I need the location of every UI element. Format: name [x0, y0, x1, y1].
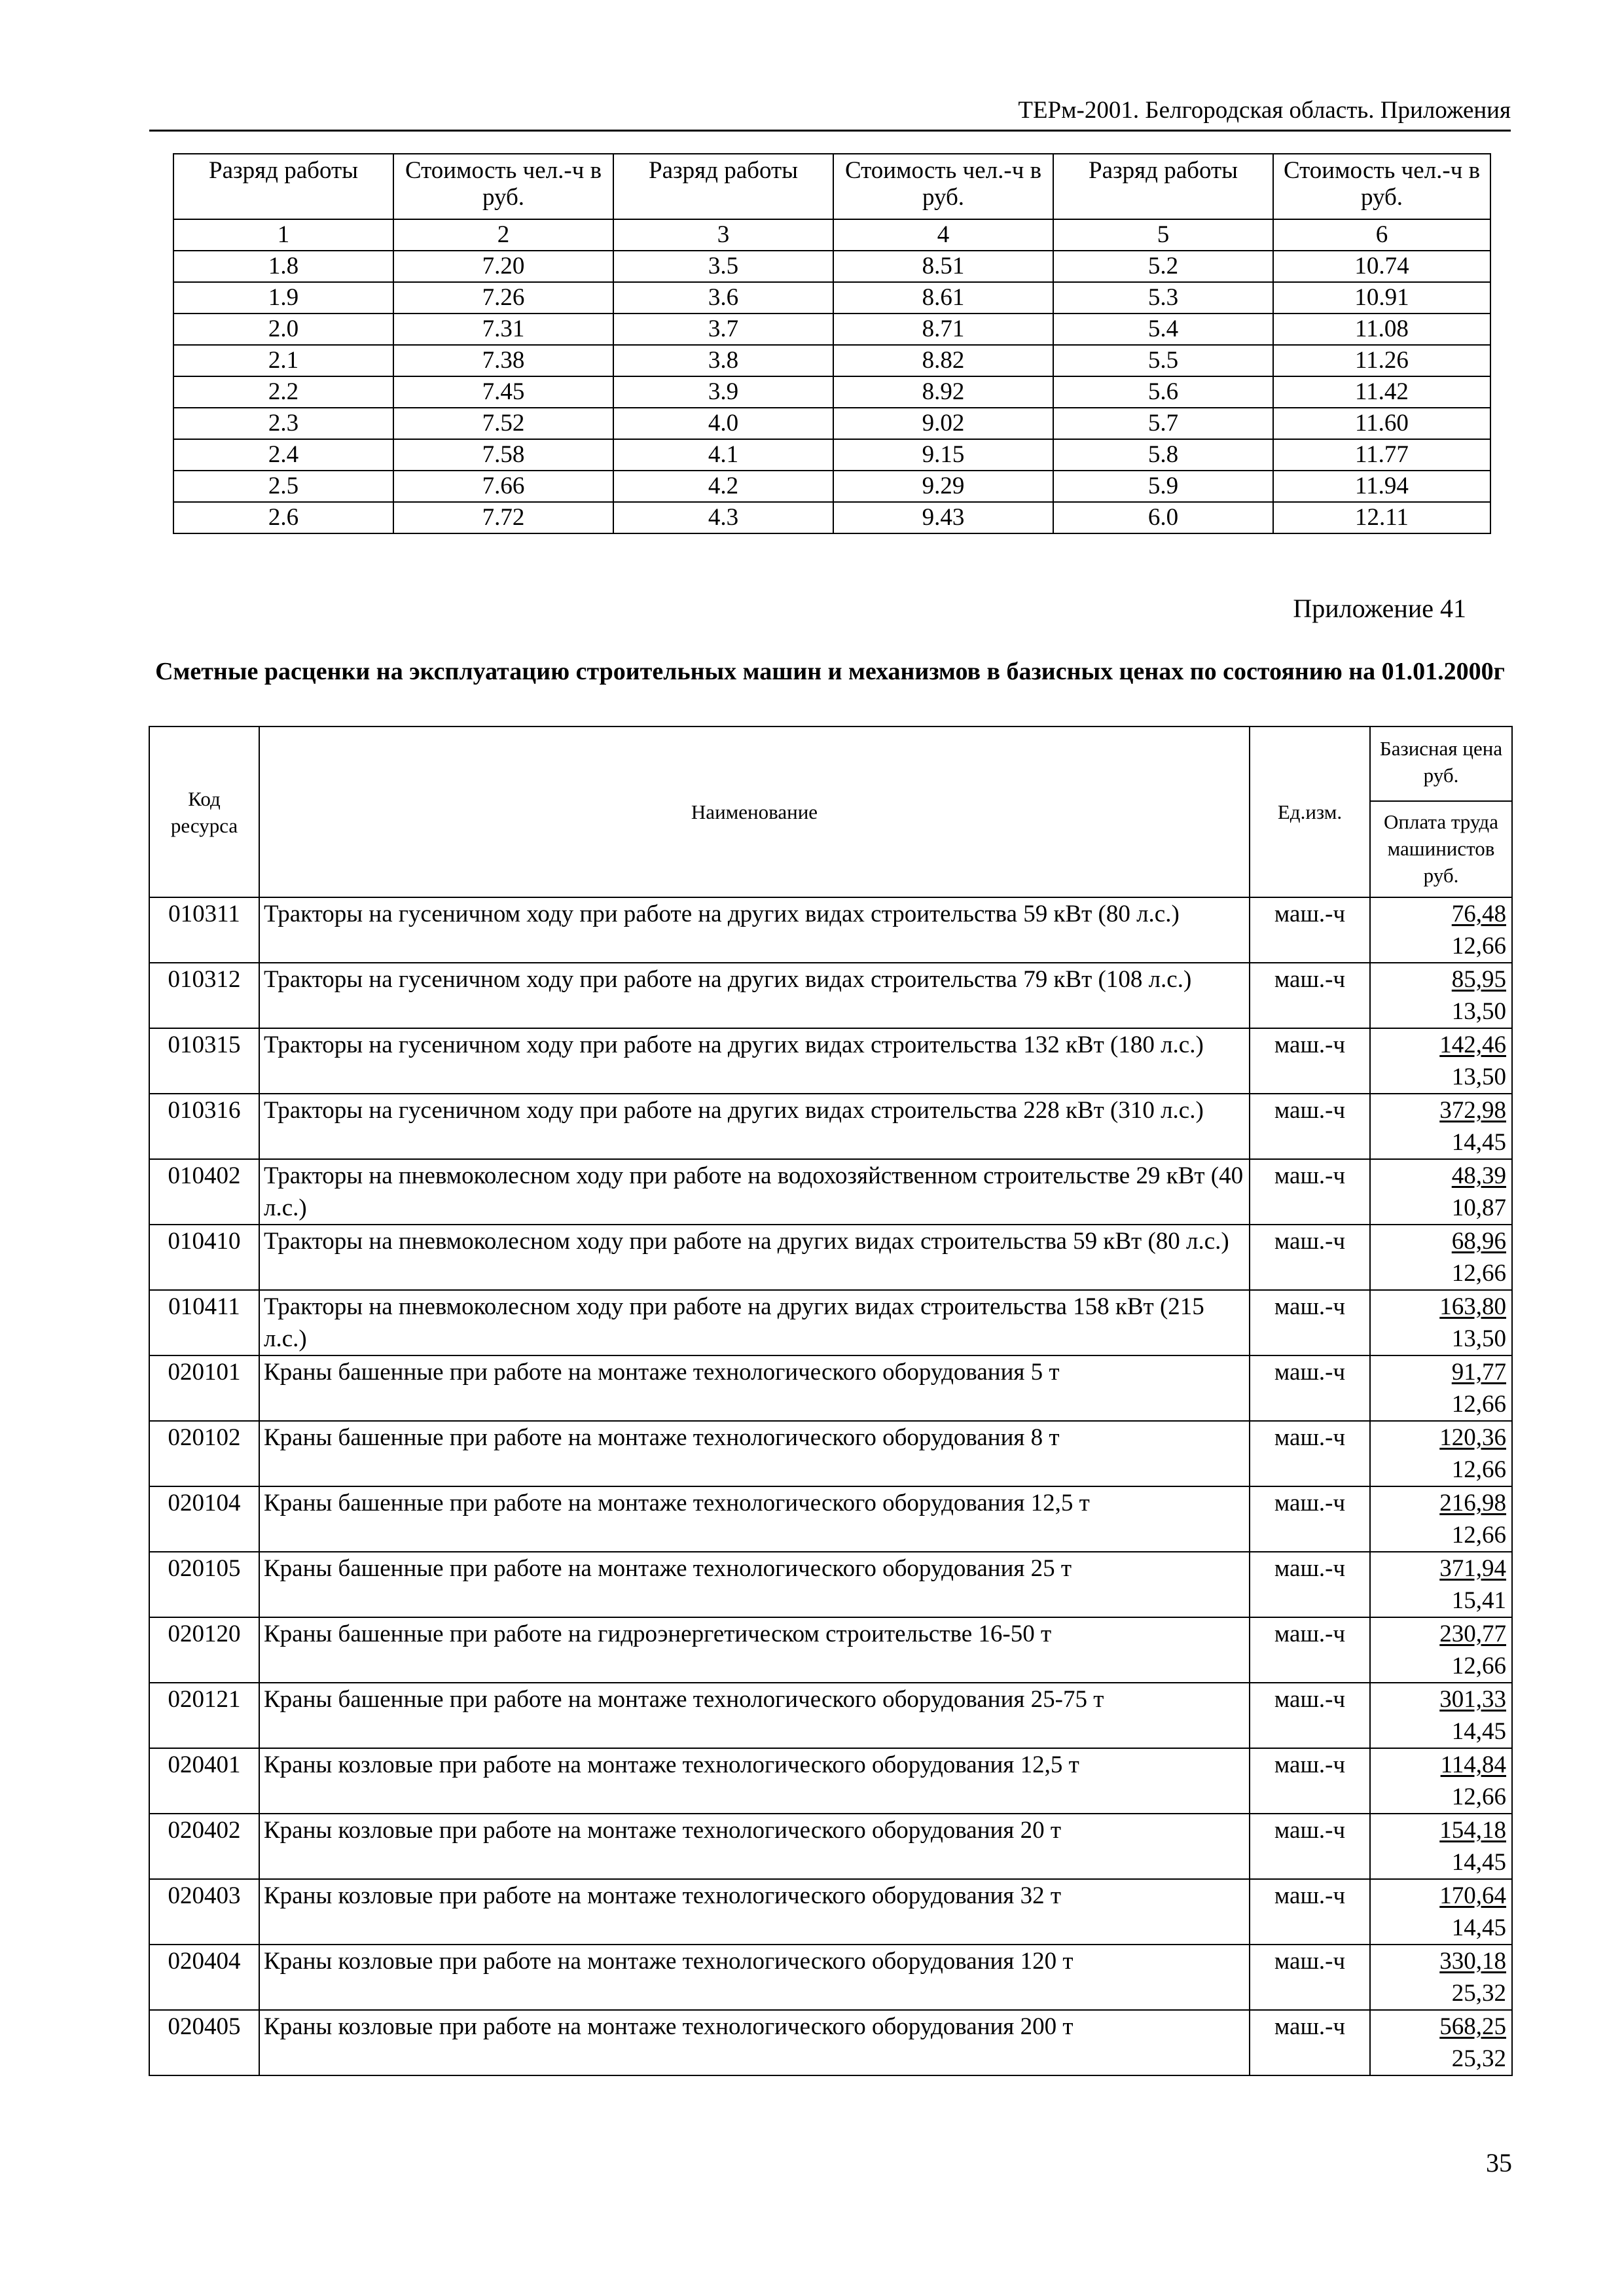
price-cell [1370, 1617, 1512, 1683]
table-row [173, 471, 1490, 502]
wage-header-cell: Разряд работы [173, 154, 393, 219]
wage-header-cell: Стоимость чел.-ч в руб. [833, 154, 1053, 219]
base-price: 114,84 [1440, 1751, 1506, 1778]
resource-code: 020102 [149, 1421, 259, 1486]
unit-of-measure: маш.-ч [1250, 1748, 1370, 1814]
wage-cell: 3.7 [613, 314, 833, 345]
page-number: 35 [1486, 2148, 1512, 2178]
operator-pay: 10,87 [1451, 1194, 1506, 1221]
table-row [149, 1814, 1512, 1879]
unit-of-measure: маш.-ч [1250, 1290, 1370, 1355]
table-row [173, 251, 1490, 282]
wage-cell: 4.3 [613, 502, 833, 533]
wage-cell: 7.45 [393, 376, 613, 408]
unit-of-measure: маш.-ч [1250, 1159, 1370, 1225]
header-rule [149, 130, 1511, 132]
wage-cell: 11.77 [1273, 439, 1490, 471]
table-row [149, 1748, 1512, 1814]
wage-cell: 2.0 [173, 314, 393, 345]
resource-code: 010410 [149, 1225, 259, 1290]
table-row [173, 439, 1490, 471]
unit-of-measure: маш.-ч [1250, 1094, 1370, 1159]
base-price: 230,77 [1439, 1621, 1506, 1647]
resource-name: Краны козловые при работе на монтаже технологического оборудования 12,5 т [259, 1748, 1250, 1814]
operator-pay: 12,66 [1451, 1522, 1506, 1549]
wage-cell: 8.51 [833, 251, 1053, 282]
table-row [149, 1945, 1512, 2010]
wage-cell: 2.5 [173, 471, 393, 502]
table-row [173, 345, 1490, 376]
base-price: 76,48 [1451, 901, 1506, 927]
price-cell [1370, 1748, 1512, 1814]
price-cell [1370, 2010, 1512, 2075]
resource-code: 020404 [149, 1945, 259, 2010]
header-name: Наименование [259, 726, 1250, 897]
wage-cell: 7.38 [393, 345, 613, 376]
wage-cell: 8.92 [833, 376, 1053, 408]
wage-cell: 1.8 [173, 251, 393, 282]
wage-cell: 3.8 [613, 345, 833, 376]
wage-cell: 7.26 [393, 282, 613, 314]
wage-cell: 10.74 [1273, 251, 1490, 282]
wage-cell: 8.61 [833, 282, 1053, 314]
price-cell [1370, 1879, 1512, 1945]
price-cell [1370, 1290, 1512, 1355]
operator-pay: 12,66 [1451, 1260, 1506, 1287]
rates-table-header-row [149, 726, 1512, 897]
unit-of-measure: маш.-ч [1250, 1225, 1370, 1290]
resource-name: Краны башенные при работе на монтаже технологического оборудования 25-75 т [259, 1683, 1250, 1748]
unit-of-measure: маш.-ч [1250, 2010, 1370, 2075]
price-cell [1370, 1421, 1512, 1486]
wage-cell: 5.2 [1053, 251, 1273, 282]
base-price: 216,98 [1439, 1490, 1506, 1516]
table-row [149, 1094, 1512, 1159]
unit-of-measure: маш.-ч [1250, 1355, 1370, 1421]
operator-pay: 12,66 [1451, 1391, 1506, 1418]
base-price: 371,94 [1439, 1555, 1506, 1582]
resource-code: 010316 [149, 1094, 259, 1159]
wage-cell: 5.6 [1053, 376, 1273, 408]
wage-cell: 2.4 [173, 439, 393, 471]
table-row [149, 1225, 1512, 1290]
price-cell [1370, 1486, 1512, 1552]
resource-code: 020403 [149, 1879, 259, 1945]
appendix-number: Приложение 41 [1293, 594, 1466, 623]
table-row [173, 376, 1490, 408]
wage-rate-table [173, 153, 1491, 534]
operator-pay: 14,45 [1451, 1129, 1506, 1156]
unit-of-measure: маш.-ч [1250, 1945, 1370, 2010]
header-unit: Ед.изм. [1250, 726, 1370, 897]
wage-header-cell: Стоимость чел.-ч в руб. [393, 154, 613, 219]
resource-code: 010312 [149, 963, 259, 1028]
table-row [149, 1486, 1512, 1552]
operator-pay: 13,50 [1451, 998, 1506, 1025]
table-row [149, 1028, 1512, 1094]
header-code: Код ресурса [149, 726, 259, 897]
resource-code: 020104 [149, 1486, 259, 1552]
base-price: 85,95 [1451, 966, 1506, 993]
resource-name: Тракторы на гусеничном ходу при работе на других видах строительства 228 кВт (310 л.с.) [259, 1094, 1250, 1159]
price-cell [1370, 1355, 1512, 1421]
wage-cell: 12.11 [1273, 502, 1490, 533]
resource-name: Тракторы на гусеничном ходу при работе на других видах строительства 132 кВт (180 л.с.) [259, 1028, 1250, 1094]
operator-pay: 12,66 [1451, 1653, 1506, 1679]
table-row [149, 2010, 1512, 2075]
header-price-pay [1370, 726, 1512, 897]
machine-rates-table [149, 726, 1513, 2076]
resource-name: Краны башенные при работе на монтаже технологического оборудования 8 т [259, 1421, 1250, 1486]
price-cell [1370, 1028, 1512, 1094]
resource-code: 010402 [149, 1159, 259, 1225]
wage-table-header-row [173, 154, 1490, 219]
resource-name: Краны козловые при работе на монтаже технологического оборудования 32 т [259, 1879, 1250, 1945]
wage-cell: 5.5 [1053, 345, 1273, 376]
wage-cell: 4.0 [613, 408, 833, 439]
table-row [149, 1421, 1512, 1486]
wage-table-body [173, 219, 1490, 533]
base-price: 68,96 [1451, 1228, 1506, 1255]
wage-cell: 6 [1273, 219, 1490, 251]
unit-of-measure: маш.-ч [1250, 1552, 1370, 1617]
base-price: 568,25 [1439, 2013, 1506, 2040]
price-cell [1370, 1159, 1512, 1225]
table-row [149, 963, 1512, 1028]
operator-pay: 14,45 [1451, 1914, 1506, 1941]
document-title: Сметные расценки на эксплуатацию строительных машин и механизмов в базисных ценах по состоянию на 01.01.2000г [155, 658, 1505, 685]
price-cell [1370, 1094, 1512, 1159]
wage-cell: 11.60 [1273, 408, 1490, 439]
wage-cell: 2.6 [173, 502, 393, 533]
wage-cell: 3 [613, 219, 833, 251]
wage-cell: 5.9 [1053, 471, 1273, 502]
base-price: 372,98 [1439, 1097, 1506, 1124]
wage-cell: 5.3 [1053, 282, 1273, 314]
table-row [173, 282, 1490, 314]
unit-of-measure: маш.-ч [1250, 1617, 1370, 1683]
price-cell [1370, 1945, 1512, 2010]
wage-cell: 6.0 [1053, 502, 1273, 533]
wage-cell: 3.6 [613, 282, 833, 314]
table-row [149, 897, 1512, 963]
price-cell [1370, 1552, 1512, 1617]
wage-cell: 7.20 [393, 251, 613, 282]
base-price: 301,33 [1439, 1686, 1506, 1713]
base-price: 330,18 [1439, 1948, 1506, 1975]
wage-cell: 7.31 [393, 314, 613, 345]
resource-code: 020105 [149, 1552, 259, 1617]
wage-cell: 5.4 [1053, 314, 1273, 345]
resource-code: 020401 [149, 1748, 259, 1814]
wage-cell: 2.3 [173, 408, 393, 439]
price-cell [1370, 1225, 1512, 1290]
operator-pay: 15,41 [1451, 1587, 1506, 1614]
wage-header-cell: Разряд работы [1053, 154, 1273, 219]
wage-header-cell: Стоимость чел.-ч в руб. [1273, 154, 1490, 219]
resource-name: Тракторы на пневмоколесном ходу при работе на других видах строительства 158 кВт (215 л.с.) [259, 1290, 1250, 1355]
resource-name: Тракторы на гусеничном ходу при работе на других видах строительства 79 кВт (108 л.с.) [259, 963, 1250, 1028]
resource-name: Краны башенные при работе на монтаже технологического оборудования 25 т [259, 1552, 1250, 1617]
resource-code: 010311 [149, 897, 259, 963]
wage-cell: 9.29 [833, 471, 1053, 502]
price-cell [1370, 963, 1512, 1028]
resource-name: Краны козловые при работе на монтаже технологического оборудования 120 т [259, 1945, 1250, 2010]
resource-code: 020121 [149, 1683, 259, 1748]
wage-cell: 4 [833, 219, 1053, 251]
resource-name: Тракторы на гусеничном ходу при работе на других видах строительства 59 кВт (80 л.с.) [259, 897, 1250, 963]
resource-code: 010411 [149, 1290, 259, 1355]
price-cell [1370, 897, 1512, 963]
table-row [149, 1290, 1512, 1355]
table-row [149, 1552, 1512, 1617]
table-row [173, 314, 1490, 345]
operator-pay: 13,50 [1451, 1064, 1506, 1090]
table-row [149, 1355, 1512, 1421]
table-row [149, 1159, 1512, 1225]
resource-code: 020120 [149, 1617, 259, 1683]
wage-cell: 7.66 [393, 471, 613, 502]
table-row [173, 408, 1490, 439]
table-row [149, 1683, 1512, 1748]
resource-code: 020402 [149, 1814, 259, 1879]
unit-of-measure: маш.-ч [1250, 1879, 1370, 1945]
unit-of-measure: маш.-ч [1250, 1028, 1370, 1094]
resource-name: Краны башенные при работе на монтаже технологического оборудования 5 т [259, 1355, 1250, 1421]
wage-cell: 1.9 [173, 282, 393, 314]
operator-pay: 25,32 [1451, 2045, 1506, 2072]
resource-name: Краны козловые при работе на монтаже технологического оборудования 200 т [259, 2010, 1250, 2075]
wage-cell: 4.2 [613, 471, 833, 502]
resource-code: 020405 [149, 2010, 259, 2075]
wage-cell: 10.91 [1273, 282, 1490, 314]
unit-of-measure: маш.-ч [1250, 963, 1370, 1028]
operator-pay: 14,45 [1451, 1849, 1506, 1876]
wage-cell: 9.43 [833, 502, 1053, 533]
wage-cell: 8.71 [833, 314, 1053, 345]
wage-cell: 3.5 [613, 251, 833, 282]
wage-cell: 7.58 [393, 439, 613, 471]
base-price: 142,46 [1439, 1031, 1506, 1058]
resource-name: Краны козловые при работе на монтаже технологического оборудования 20 т [259, 1814, 1250, 1879]
wage-cell: 11.42 [1273, 376, 1490, 408]
resource-name: Краны башенные при работе на монтаже технологического оборудования 12,5 т [259, 1486, 1250, 1552]
wage-cell: 3.9 [613, 376, 833, 408]
wage-column-number-row [173, 219, 1490, 251]
wage-cell: 9.02 [833, 408, 1053, 439]
wage-cell: 2.2 [173, 376, 393, 408]
table-row [149, 1617, 1512, 1683]
operator-pay: 13,50 [1451, 1325, 1506, 1352]
resource-code: 020101 [149, 1355, 259, 1421]
unit-of-measure: маш.-ч [1250, 1683, 1370, 1748]
header-base-price: Базисная цена руб. [1379, 737, 1503, 787]
resource-code: 010315 [149, 1028, 259, 1094]
operator-pay: 12,66 [1451, 1456, 1506, 1483]
table-row [149, 1879, 1512, 1945]
resource-name: Краны башенные при работе на гидроэнергетическом строительстве 16-50 т [259, 1617, 1250, 1683]
operator-pay: 12,66 [1451, 933, 1506, 960]
wage-cell: 11.08 [1273, 314, 1490, 345]
wage-cell: 5.7 [1053, 408, 1273, 439]
resource-name: Тракторы на пневмоколесном ходу при работе на водохозяйственном строительстве 29 кВт (40 л.с.) [259, 1159, 1250, 1225]
wage-cell: 5.8 [1053, 439, 1273, 471]
operator-pay: 25,32 [1451, 1980, 1506, 2007]
wage-cell: 4.1 [613, 439, 833, 471]
unit-of-measure: маш.-ч [1250, 897, 1370, 963]
base-price: 154,18 [1439, 1817, 1506, 1844]
rates-table-body [149, 897, 1512, 2075]
running-header: ТЕРм-2001. Белгородская область. Приложения [1018, 97, 1511, 124]
base-price: 91,77 [1451, 1359, 1506, 1386]
base-price: 120,36 [1439, 1424, 1506, 1451]
unit-of-measure: маш.-ч [1250, 1814, 1370, 1879]
wage-cell: 1 [173, 219, 393, 251]
base-price: 163,80 [1439, 1293, 1506, 1320]
wage-cell: 8.82 [833, 345, 1053, 376]
wage-cell: 11.26 [1273, 345, 1490, 376]
base-price: 48,39 [1451, 1162, 1506, 1189]
wage-cell: 2 [393, 219, 613, 251]
wage-header-cell: Разряд работы [613, 154, 833, 219]
price-cell [1370, 1683, 1512, 1748]
header-operator-pay: Оплата труда машинистов руб. [1371, 800, 1511, 894]
base-price: 170,64 [1439, 1882, 1506, 1909]
wage-cell: 9.15 [833, 439, 1053, 471]
resource-name: Тракторы на пневмоколесном ходу при работе на других видах строительства 59 кВт (80 л.с.) [259, 1225, 1250, 1290]
wage-cell: 5 [1053, 219, 1273, 251]
wage-cell: 7.72 [393, 502, 613, 533]
operator-pay: 14,45 [1451, 1718, 1506, 1745]
wage-cell: 2.1 [173, 345, 393, 376]
unit-of-measure: маш.-ч [1250, 1421, 1370, 1486]
price-cell [1370, 1814, 1512, 1879]
wage-cell: 11.94 [1273, 471, 1490, 502]
table-row [173, 502, 1490, 533]
wage-cell: 7.52 [393, 408, 613, 439]
operator-pay: 12,66 [1451, 1784, 1506, 1810]
unit-of-measure: маш.-ч [1250, 1486, 1370, 1552]
